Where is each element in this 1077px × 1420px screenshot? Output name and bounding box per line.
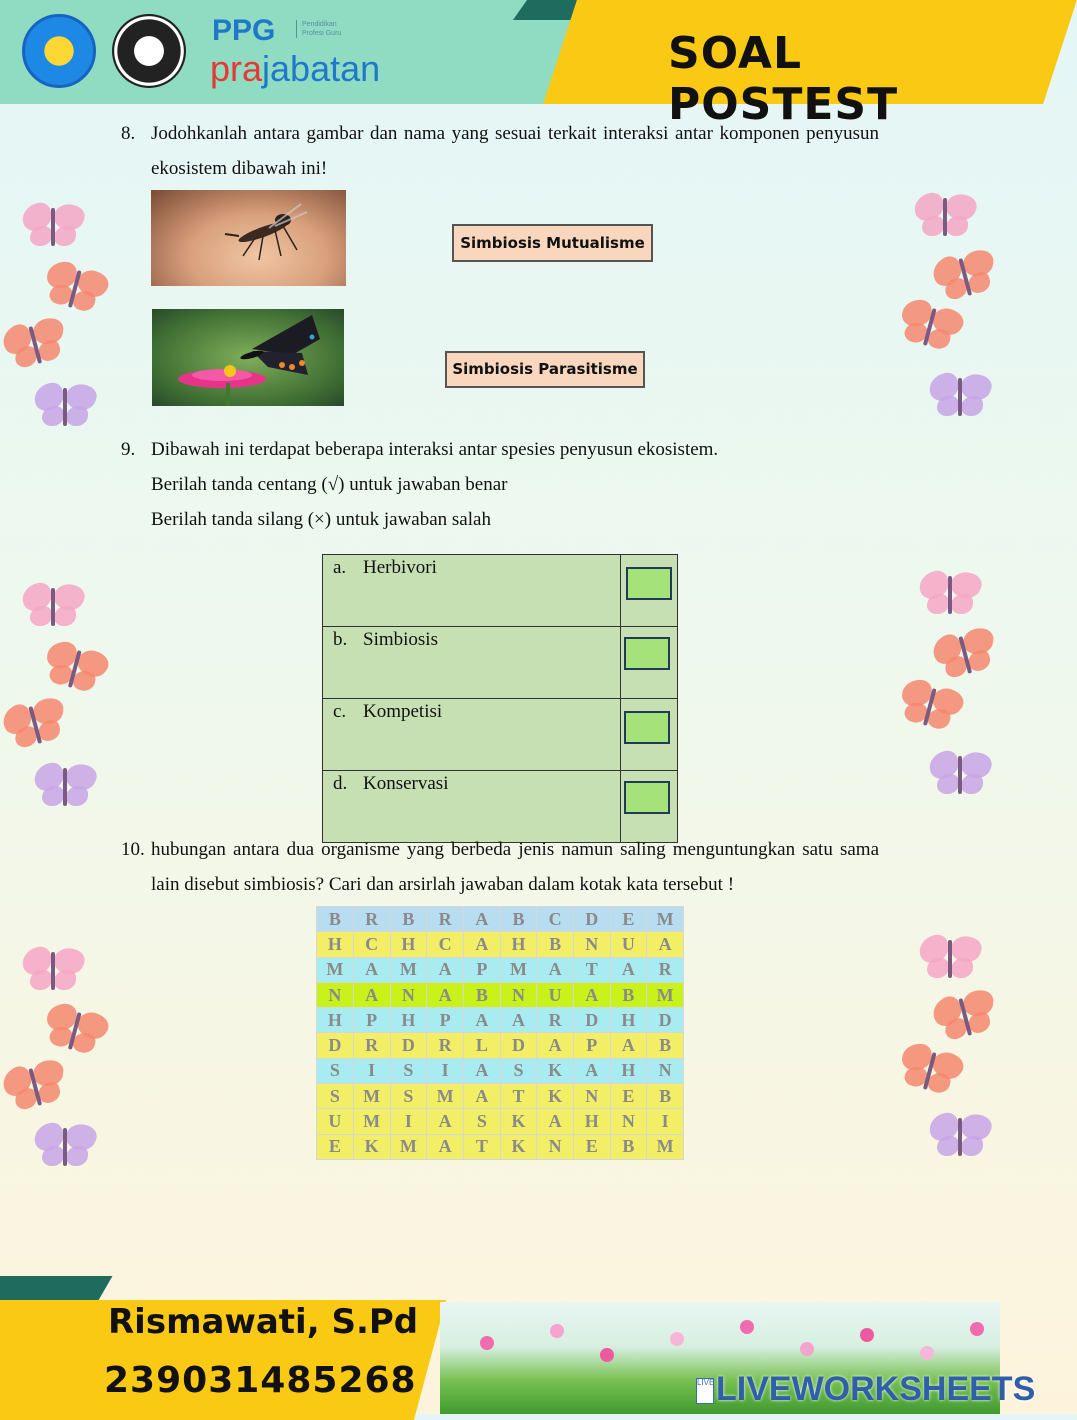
grid-cell[interactable]: H bbox=[390, 1008, 427, 1033]
grid-cell[interactable]: S bbox=[390, 1058, 427, 1083]
grid-cell[interactable]: A bbox=[500, 1008, 537, 1033]
table-row bbox=[323, 699, 678, 771]
grid-cell[interactable]: A bbox=[647, 932, 684, 957]
grid-cell[interactable]: L bbox=[464, 1033, 501, 1058]
grid-cell[interactable]: A bbox=[464, 907, 501, 932]
butterfly-decoration bbox=[925, 1110, 995, 1162]
grid-cell[interactable]: S bbox=[500, 1058, 537, 1083]
question-line: Berilah tanda silang (×) untuk jawaban salah bbox=[151, 509, 491, 530]
author-id-number: 239031485268 bbox=[104, 1360, 417, 1401]
grid-cell[interactable]: A bbox=[464, 1058, 501, 1083]
butterfly-decoration bbox=[18, 200, 88, 252]
prajabatan-jabatan: jabatan bbox=[262, 48, 381, 89]
grid-cell[interactable]: D bbox=[317, 1033, 354, 1058]
flower-decoration bbox=[480, 1336, 494, 1350]
grid-cell[interactable]: A bbox=[353, 957, 390, 982]
grid-cell[interactable]: I bbox=[390, 1109, 427, 1134]
question-line: Dibawah ini terdapat beberapa interaksi antar spesies penyusun ekosistem. bbox=[151, 439, 719, 460]
grid-cell[interactable]: H bbox=[573, 1109, 610, 1134]
grid-cell[interactable]: B bbox=[390, 907, 427, 932]
grid-cell[interactable]: P bbox=[464, 957, 501, 982]
grid-cell[interactable]: M bbox=[390, 1134, 427, 1159]
label-simbiosis-mutualisme[interactable]: Simbiosis Mutualisme bbox=[452, 224, 653, 262]
butterfly-decoration bbox=[18, 944, 88, 996]
grid-cell[interactable]: S bbox=[317, 1084, 354, 1109]
grid-cell[interactable]: B bbox=[647, 1084, 684, 1109]
answer-cell bbox=[620, 627, 677, 699]
author-name: Rismawati, S.Pd bbox=[108, 1302, 419, 1342]
answer-input-box[interactable] bbox=[624, 637, 670, 670]
grid-cell[interactable]: A bbox=[353, 982, 390, 1007]
option-cell bbox=[323, 555, 621, 627]
answer-cell bbox=[620, 555, 677, 627]
grid-cell[interactable]: M bbox=[647, 907, 684, 932]
mosquito-icon bbox=[151, 190, 346, 286]
grid-cell[interactable]: H bbox=[317, 1008, 354, 1033]
grid-cell[interactable]: C bbox=[427, 932, 464, 957]
grid-cell[interactable]: M bbox=[353, 1084, 390, 1109]
grid-cell[interactable]: K bbox=[353, 1134, 390, 1159]
ppg-subtitle: Pendidikan Profesi Guru bbox=[296, 20, 342, 38]
grid-cell[interactable]: H bbox=[500, 932, 537, 957]
grid-cell[interactable]: A bbox=[537, 1109, 574, 1134]
grid-row bbox=[317, 907, 684, 932]
butterfly-decoration bbox=[30, 380, 100, 432]
grid-cell[interactable]: R bbox=[353, 1033, 390, 1058]
grid-cell[interactable]: T bbox=[464, 1134, 501, 1159]
grid-row bbox=[317, 957, 684, 982]
table-row bbox=[323, 555, 678, 627]
butterfly-decoration bbox=[34, 996, 115, 1064]
answer-input-box[interactable] bbox=[626, 567, 672, 600]
answer-input-box[interactable] bbox=[624, 711, 670, 744]
grid-cell[interactable]: K bbox=[500, 1134, 537, 1159]
butterfly-flower-icon bbox=[152, 309, 344, 406]
option-text: Simbiosis bbox=[363, 629, 438, 650]
butterfly-on-flower-image[interactable] bbox=[152, 309, 344, 406]
ppg-logo-text: PPG bbox=[212, 14, 276, 47]
grid-row bbox=[317, 982, 684, 1007]
grid-cell[interactable]: A bbox=[610, 957, 647, 982]
grid-cell[interactable]: S bbox=[464, 1109, 501, 1134]
grid-cell[interactable]: D bbox=[573, 1008, 610, 1033]
grid-cell[interactable]: A bbox=[610, 1033, 647, 1058]
grid-cell[interactable]: U bbox=[610, 932, 647, 957]
grid-row bbox=[317, 1109, 684, 1134]
grid-cell[interactable]: M bbox=[317, 957, 354, 982]
grid-cell[interactable]: D bbox=[500, 1033, 537, 1058]
question-line: Berilah tanda centang (√) untuk jawaban benar bbox=[151, 474, 508, 495]
grid-cell[interactable]: H bbox=[610, 1058, 647, 1083]
butterfly-decoration bbox=[34, 254, 115, 322]
option-letter: d. bbox=[333, 773, 348, 794]
grid-cell[interactable]: D bbox=[390, 1033, 427, 1058]
grid-cell[interactable]: M bbox=[390, 957, 427, 982]
mosquito-on-skin-image[interactable] bbox=[151, 190, 346, 286]
butterfly-decoration bbox=[925, 748, 995, 800]
grid-row bbox=[317, 932, 684, 957]
grid-row bbox=[317, 1134, 684, 1159]
option-text: Kompetisi bbox=[363, 701, 443, 722]
table-row bbox=[323, 627, 678, 699]
grid-cell[interactable]: T bbox=[500, 1084, 537, 1109]
flower-decoration bbox=[800, 1342, 814, 1356]
grid-cell[interactable]: C bbox=[537, 907, 574, 932]
question-text: hubungan antara dua organisme yang berbeda jenis namun saling menguntungkan satu sama lain disebut simbiosis? Cari dan arsirlah jawaban dalam kotak kata tersebut ! bbox=[151, 839, 879, 895]
option-letter: a. bbox=[333, 557, 347, 578]
grid-cell[interactable]: U bbox=[537, 982, 574, 1007]
grid-cell[interactable]: I bbox=[353, 1058, 390, 1083]
grid-cell[interactable]: H bbox=[317, 932, 354, 957]
option-cell bbox=[323, 627, 621, 699]
grid-cell[interactable]: N bbox=[573, 932, 610, 957]
grid-row bbox=[317, 1033, 684, 1058]
grid-cell[interactable]: I bbox=[427, 1058, 464, 1083]
flower-decoration bbox=[670, 1332, 684, 1346]
option-cell bbox=[323, 699, 621, 771]
flower-decoration bbox=[600, 1348, 614, 1362]
answer-input-box[interactable] bbox=[624, 781, 670, 814]
grid-cell[interactable]: A bbox=[537, 1033, 574, 1058]
grid-cell[interactable]: N bbox=[573, 1084, 610, 1109]
question-text bbox=[151, 432, 718, 537]
grid-cell[interactable]: M bbox=[647, 1134, 684, 1159]
grid-cell[interactable]: H bbox=[390, 932, 427, 957]
grid-cell[interactable]: N bbox=[537, 1134, 574, 1159]
liveworksheets-badge-icon: LIVE bbox=[696, 1378, 714, 1404]
grid-cell[interactable]: D bbox=[573, 907, 610, 932]
grid-cell[interactable]: A bbox=[573, 982, 610, 1007]
option-letter: c. bbox=[333, 701, 347, 722]
grid-cell[interactable]: H bbox=[610, 1008, 647, 1033]
grid-cell[interactable]: N bbox=[500, 982, 537, 1007]
grid-cell[interactable]: A bbox=[427, 1134, 464, 1159]
grid-row bbox=[317, 1058, 684, 1083]
butterfly-decoration bbox=[924, 982, 1005, 1050]
grid-cell[interactable]: E bbox=[317, 1134, 354, 1159]
option-text: Konservasi bbox=[363, 773, 449, 794]
label-simbiosis-parasitisme[interactable]: Simbiosis Parasitisme bbox=[445, 351, 645, 388]
answer-check-table bbox=[322, 554, 678, 843]
flower-decoration bbox=[920, 1346, 934, 1360]
grid-cell[interactable]: B bbox=[317, 907, 354, 932]
butterfly-decoration bbox=[924, 620, 1005, 688]
grid-cell[interactable]: A bbox=[464, 932, 501, 957]
option-letter: b. bbox=[333, 629, 348, 650]
question-number: 10. bbox=[121, 839, 145, 860]
grid-cell[interactable]: N bbox=[610, 1109, 647, 1134]
grid-cell[interactable]: A bbox=[464, 1084, 501, 1109]
grid-cell[interactable]: B bbox=[610, 982, 647, 1007]
grid-cell[interactable]: R bbox=[537, 1008, 574, 1033]
grid-row bbox=[317, 1084, 684, 1109]
option-text: Herbivori bbox=[363, 557, 437, 578]
grid-cell[interactable]: K bbox=[500, 1109, 537, 1134]
butterfly-decoration bbox=[0, 1052, 76, 1120]
grid-cell[interactable]: M bbox=[427, 1084, 464, 1109]
grid-cell[interactable]: E bbox=[573, 1134, 610, 1159]
grid-cell[interactable]: A bbox=[427, 1109, 464, 1134]
flower-decoration bbox=[550, 1324, 564, 1338]
grid-cell[interactable]: R bbox=[427, 907, 464, 932]
question-text: Jodohkanlah antara gambar dan nama yang sesuai terkait interaksi antar komponen penyusun ekosistem dibawah ini! bbox=[151, 123, 879, 179]
grid-cell[interactable]: A bbox=[573, 1058, 610, 1083]
unm-logo bbox=[112, 14, 186, 88]
kemendikbud-logo bbox=[22, 14, 96, 88]
grid-cell[interactable]: U bbox=[317, 1109, 354, 1134]
liveworksheets-brand[interactable]: LIVEWORKSHEETS bbox=[716, 1370, 1036, 1408]
grid-cell[interactable]: A bbox=[464, 1008, 501, 1033]
grid-cell[interactable]: K bbox=[537, 1084, 574, 1109]
word-search-grid bbox=[316, 906, 684, 1160]
butterfly-decoration bbox=[925, 370, 995, 422]
grid-cell[interactable]: B bbox=[647, 1033, 684, 1058]
flower-decoration bbox=[970, 1322, 984, 1336]
grid-cell[interactable]: N bbox=[647, 1058, 684, 1083]
grid-cell[interactable]: A bbox=[427, 982, 464, 1007]
grid-cell[interactable]: D bbox=[647, 1008, 684, 1033]
butterfly-decoration bbox=[910, 190, 980, 242]
butterfly-decoration bbox=[889, 1036, 970, 1104]
grid-cell[interactable]: P bbox=[353, 1008, 390, 1033]
answer-cell bbox=[620, 699, 677, 771]
grid-cell[interactable]: B bbox=[500, 907, 537, 932]
grid-cell[interactable]: C bbox=[353, 932, 390, 957]
grid-cell[interactable]: E bbox=[610, 1084, 647, 1109]
butterfly-decoration bbox=[0, 690, 76, 758]
grid-cell[interactable]: R bbox=[427, 1033, 464, 1058]
question-number: 8. bbox=[121, 123, 136, 144]
grid-cell[interactable]: P bbox=[573, 1033, 610, 1058]
grid-cell[interactable]: S bbox=[390, 1084, 427, 1109]
flower-decoration bbox=[740, 1320, 754, 1334]
page-title: SOAL POSTEST bbox=[668, 28, 899, 130]
grid-cell[interactable]: B bbox=[464, 982, 501, 1007]
grid-cell[interactable]: B bbox=[610, 1134, 647, 1159]
butterfly-decoration bbox=[30, 760, 100, 812]
grid-cell[interactable]: E bbox=[610, 907, 647, 932]
grid-cell[interactable]: N bbox=[317, 982, 354, 1007]
butterfly-decoration bbox=[18, 580, 88, 632]
butterfly-decoration bbox=[915, 568, 985, 620]
grid-cell[interactable]: R bbox=[353, 907, 390, 932]
prajabatan-logo-text bbox=[210, 48, 380, 90]
grid-cell[interactable]: S bbox=[317, 1058, 354, 1083]
grid-cell[interactable]: T bbox=[573, 957, 610, 982]
grid-cell[interactable]: I bbox=[647, 1109, 684, 1134]
grid-cell[interactable]: K bbox=[537, 1058, 574, 1083]
butterfly-decoration bbox=[0, 310, 76, 378]
grid-cell[interactable]: B bbox=[537, 932, 574, 957]
grid-cell[interactable]: R bbox=[647, 957, 684, 982]
butterfly-decoration bbox=[34, 634, 115, 702]
butterfly-decoration bbox=[915, 932, 985, 984]
grid-cell[interactable]: M bbox=[647, 982, 684, 1007]
butterfly-decoration bbox=[30, 1120, 100, 1172]
grid-cell[interactable]: A bbox=[427, 957, 464, 982]
grid-cell[interactable]: M bbox=[500, 957, 537, 982]
grid-cell[interactable]: N bbox=[390, 982, 427, 1007]
grid-cell[interactable]: P bbox=[427, 1008, 464, 1033]
page-header bbox=[0, 0, 1000, 130]
question-number: 9. bbox=[121, 439, 136, 460]
grid-cell[interactable]: M bbox=[353, 1109, 390, 1134]
footer-dark-stripe bbox=[0, 1276, 113, 1302]
prajabatan-pra: pra bbox=[210, 48, 263, 89]
flower-decoration bbox=[860, 1328, 874, 1342]
grid-cell[interactable]: A bbox=[537, 957, 574, 982]
grid-row bbox=[317, 1008, 684, 1033]
